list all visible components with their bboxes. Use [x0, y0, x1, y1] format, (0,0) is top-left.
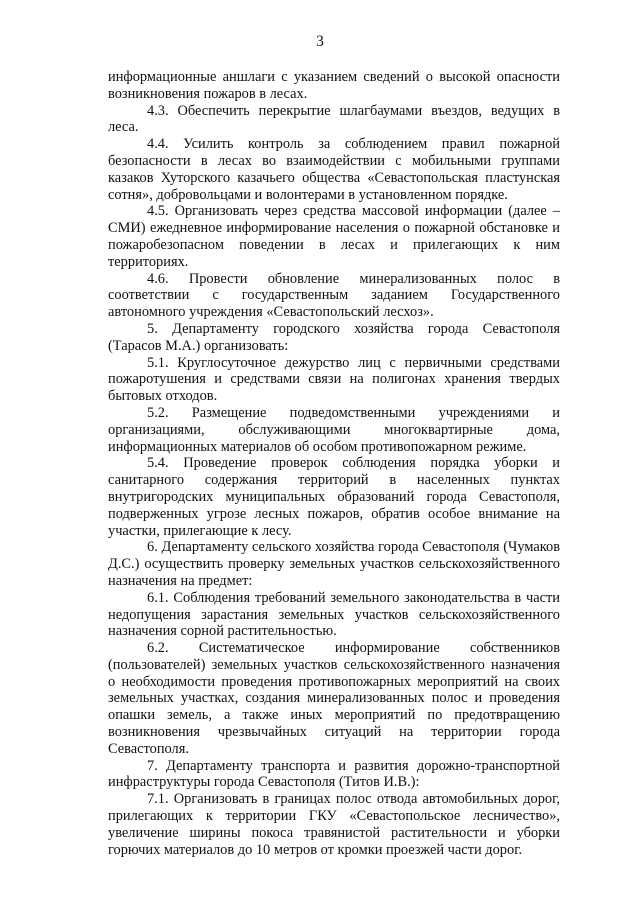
paragraph-5: 5. Департаменту городского хозяйства города Севастополя (Тарасов М.А.) организовать: — [108, 320, 560, 354]
paragraph-6-1: 6.1. Соблюдения требований земельного законодательства в части недопущения зарастания земельных участков сельскохозяйственного назначения сорной растительностью. — [108, 589, 560, 640]
paragraph-6-2: 6.2. Систематическое информирование собственников (пользователей) земельных участков сельскохозяйственного назначения о необходимости проведения противопожарных мероприятий на своих земельных участках, создания минерализованных полос и проведения опашки земель, а также иных мероприятий по предотвращению возникновения чрезвычайных ситуаций на территории города Севастополя. — [108, 640, 560, 757]
paragraph-continuation: информационные аншлаги с указанием сведений о высокой опасности возникновения пожаров в лесах. — [108, 69, 560, 102]
paragraph-4-4: 4.4. Усилить контроль за соблюдением правил пожарной безопасности в лесах во взаимодействии с мобильными группами казаков Хуторского казачьего общества «Севастопольская пластунская сотня», добровольцами и волонтерами в установленном порядке. — [108, 136, 560, 203]
paragraph-6: 6. Департаменту сельского хозяйства города Севастополя (Чумаков Д.С.) осуществить проверку земельных участков сельскохозяйственного назначения на предмет: — [108, 539, 560, 589]
paragraph-5-1: 5.1. Круглосуточное дежурство лиц с первичными средствами пожаротушения и средствами связи на полигонах хранения твердых бытовых отходов. — [108, 354, 560, 405]
paragraph-7: 7. Департаменту транспорта и развития дорожно-транспортной инфраструктуры города Севастополя (Титов И.В.): — [108, 757, 560, 791]
paragraph-5-2: 5.2. Размещение подведомственными учреждениями и организациями, обслуживающими многоквартирные дома, информационных материалов об особом противопожарном режиме. — [108, 404, 560, 455]
paragraph-4-5: 4.5. Организовать через средства массовой информации (далее – СМИ) ежедневное информирование населения о пожарной обстановке и пожаробезопасном поведении в лесах и прилегающих к ним территориях. — [108, 203, 560, 270]
paragraph-5-4: 5.4. Проведение проверок соблюдения порядка уборки и санитарного содержания территорий в населенных пунктах внутригородских муниципальных образований города Севастополя, подверженных угрозе лесных пожаров, обратив особое внимание на участки, прилегающие к лесу. — [108, 455, 560, 539]
paragraph-4-6: 4.6. Провести обновление минерализованных полос в соответствии с государственным заданием Государственного автономного учреждения «Севастопольский лесхоз». — [108, 270, 560, 321]
page-number: 3 — [316, 33, 324, 50]
paragraph-7-1: 7.1. Организовать в границах полос отвода автомобильных дорог, прилегающих к территории ГКУ «Севастопольское лесничество», увеличение ширины покоса травянистой растительности и уборки горючих материалов до 10 метров от кромки проезжей части дорог. — [108, 791, 560, 858]
paragraph-4-3: 4.3. Обеспечить перекрытие шлагбаумами въездов, ведущих в леса. — [108, 102, 560, 136]
document-body — [108, 69, 560, 858]
